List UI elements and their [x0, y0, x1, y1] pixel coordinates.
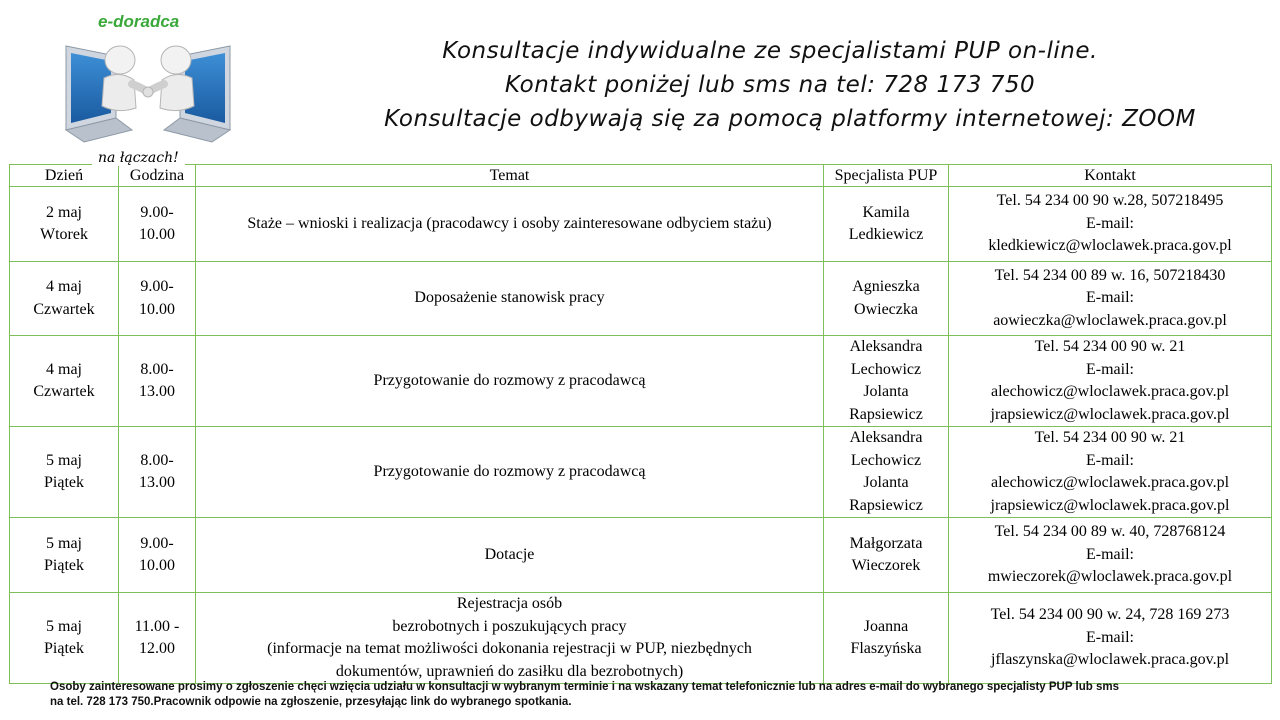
cell-contact-line[interactable]: mwieczorek@wloclawek.praca.gov.pl	[987, 568, 1233, 586]
cell-topic-line: Staże – wnioski i realizacja (pracodawcy i osoby zainteresowane odbyciem stażu)	[247, 214, 772, 232]
cell-time-line: 10.00	[139, 557, 175, 574]
cell-day-line: 5 maj	[46, 534, 82, 552]
cell-contact	[949, 262, 1272, 336]
footer-note	[50, 680, 1260, 710]
table-row	[10, 336, 1272, 427]
cell-specialist	[824, 336, 949, 427]
cell-time-line: 10.00	[139, 226, 175, 243]
cell-contact-line: Tel. 54 234 00 90 w.28, 507218495	[996, 192, 1224, 210]
cell-topic	[196, 518, 824, 593]
heading-line-3: Konsultacje odbywają się za pomocą platformy internetowej: ZOOM	[384, 106, 1196, 132]
cell-topic	[196, 187, 824, 262]
cell-specialist-line: Małgorzata	[849, 534, 923, 552]
cell-contact-line[interactable]: alechowicz@wloclawek.praca.gov.pl	[990, 383, 1230, 400]
cell-contact-line: E-mail:	[1086, 289, 1134, 307]
cell-contact	[949, 518, 1272, 593]
cell-day-line: 5 maj	[46, 451, 82, 469]
cell-topic-line: Przygotowanie do rozmowy z pracodawcą	[373, 462, 646, 480]
cell-time-line: 9.00-	[140, 534, 174, 552]
cell-contact-line: Tel. 54 234 00 89 w. 16, 507218430	[994, 266, 1226, 284]
logo-tagline: na łączach!	[92, 150, 185, 166]
cell-contact	[949, 427, 1272, 518]
cell-time-line: 8.00-	[140, 451, 174, 469]
table-row	[10, 593, 1272, 684]
handshake-laptops-icon	[62, 34, 234, 146]
cell-day-line: 2 maj	[46, 203, 82, 221]
cell-time	[119, 593, 196, 684]
cell-specialist-line: Jolanta	[863, 474, 909, 491]
cell-specialist	[824, 593, 949, 684]
cell-specialist-line: Joanna	[863, 617, 909, 635]
consultation-schedule-table	[9, 164, 1272, 684]
cell-contact-line[interactable]: alechowicz@wloclawek.praca.gov.pl	[990, 474, 1230, 491]
cell-specialist-line: Flaszyńska	[850, 640, 922, 657]
cell-topic-line: Dotacje	[484, 545, 535, 563]
cell-day-line: Piątek	[44, 640, 84, 657]
cell-topic-line: Przygotowanie do rozmowy z pracodawcą	[373, 371, 646, 389]
table-row	[10, 518, 1272, 593]
cell-specialist	[824, 262, 949, 336]
heading-line-1: Konsultacje indywidualne ze specjalistami PUP on-line.	[442, 38, 1098, 64]
cell-time-line: 9.00-	[140, 203, 174, 221]
cell-day	[10, 187, 119, 262]
cell-contact-line[interactable]: jflaszynska@wloclawek.praca.gov.pl	[990, 651, 1230, 669]
column-header-contact: Kontakt	[949, 165, 1272, 187]
cell-specialist	[824, 187, 949, 262]
cell-day	[10, 518, 119, 593]
cell-contact-line[interactable]: aowieczka@wloclawek.praca.gov.pl	[993, 311, 1227, 329]
cell-contact	[949, 336, 1272, 427]
cell-time	[119, 187, 196, 262]
cell-topic-line: dokumentów, uprawnień do zasiłku dla bezrobotnych)	[335, 662, 684, 680]
cell-topic-line: Rejestracja osób	[456, 595, 563, 612]
cell-contact-line: Tel. 54 234 00 90 w. 21	[1034, 429, 1186, 446]
cell-day	[10, 262, 119, 336]
cell-day-line: 4 maj	[46, 360, 82, 378]
cell-specialist-line: Jolanta	[863, 383, 909, 400]
cell-time	[119, 262, 196, 336]
cell-day	[10, 593, 119, 684]
cell-specialist-line: Rapsiewicz	[849, 496, 923, 514]
column-header-time: Godzina	[119, 165, 196, 187]
footer-line-2: na tel. 728 173 750.Pracownik odpowie na zgłoszenie, przesyłając link do wybranego spotkania.	[50, 696, 572, 708]
cell-time-line: 8.00-	[140, 360, 174, 378]
cell-specialist-line: Ledkiewicz	[848, 226, 924, 243]
cell-contact	[949, 187, 1272, 262]
logo-title: e-doradca	[98, 12, 180, 31]
cell-day-line: 4 maj	[46, 278, 82, 295]
cell-topic-line: Doposażenie stanowisk pracy	[414, 289, 605, 307]
cell-day-line: 5 maj	[46, 617, 82, 635]
cell-contact-line: Tel. 54 234 00 89 w. 40, 728768124	[994, 523, 1226, 541]
column-header-topic: Temat	[196, 165, 824, 187]
cell-time	[119, 427, 196, 518]
cell-time	[119, 518, 196, 593]
cell-topic	[196, 593, 824, 684]
cell-day-line: Czwartek	[33, 300, 95, 318]
cell-specialist-line: Lechowicz	[850, 451, 922, 469]
table-header-row	[10, 165, 1272, 187]
cell-day-line: Piątek	[44, 474, 84, 491]
column-header-specialist: Specjalista PUP	[824, 165, 949, 187]
cell-specialist	[824, 427, 949, 518]
table-row	[10, 427, 1272, 518]
cell-day	[10, 427, 119, 518]
cell-day-line: Wtorek	[40, 226, 88, 243]
cell-time-line: 11.00 -	[134, 617, 180, 635]
cell-contact-line: E-mail:	[1086, 360, 1134, 378]
cell-specialist-line: Lechowicz	[850, 360, 922, 378]
cell-specialist-line: Rapsiewicz	[849, 405, 923, 423]
cell-topic	[196, 336, 824, 427]
cell-time-line: 13.00	[139, 474, 175, 491]
cell-specialist-line: Aleksandra	[849, 429, 923, 446]
table-row	[10, 262, 1272, 336]
cell-time-line: 13.00	[139, 383, 175, 400]
cell-contact-line: Tel. 54 234 00 90 w. 24, 728 169 273	[990, 606, 1230, 624]
cell-contact-line: E-mail:	[1086, 545, 1134, 563]
cell-time	[119, 336, 196, 427]
cell-day-line: Czwartek	[33, 383, 95, 400]
cell-specialist-line: Aleksandra	[849, 338, 923, 355]
heading-line-2: Kontakt poniżej lub sms na tel: 728 173 750	[504, 72, 1036, 98]
page-heading	[260, 34, 1280, 136]
cell-contact-line[interactable]: jrapsiewicz@wloclawek.praca.gov.pl	[990, 496, 1230, 514]
cell-contact-line: Tel. 54 234 00 90 w. 21	[1034, 338, 1186, 355]
cell-topic	[196, 262, 824, 336]
cell-specialist-line: Owieczka	[854, 300, 918, 318]
footer-line-1: Osoby zainteresowane prosimy o zgłoszenie chęci wzięcia udziału w konsultacji w wybranym terminie i na wskazany temat telefonicznie lub na adres e-mail do wybranego specjalisty PUP lub sms	[50, 681, 1119, 693]
cell-time-line: 12.00	[139, 640, 175, 657]
cell-topic-line: bezrobotnych i poszukujących pracy	[392, 617, 627, 635]
table-row	[10, 187, 1272, 262]
column-header-day: Dzień	[10, 165, 119, 187]
cell-contact-line: E-mail:	[1086, 628, 1134, 646]
cell-contact	[949, 593, 1272, 684]
cell-topic-line: (informacje na temat możliwości dokonania rejestracji w PUP, niezbędnych	[267, 640, 752, 657]
cell-contact-line[interactable]: kledkiewicz@wloclawek.praca.gov.pl	[988, 237, 1232, 255]
cell-day-line: Piątek	[44, 557, 84, 574]
cell-time-line: 10.00	[139, 300, 175, 318]
cell-time-line: 9.00-	[140, 278, 174, 295]
cell-specialist-line: Agnieszka	[852, 278, 920, 295]
cell-specialist	[824, 518, 949, 593]
cell-topic	[196, 427, 824, 518]
cell-day	[10, 336, 119, 427]
cell-contact-line: E-mail:	[1086, 451, 1134, 469]
cell-contact-line[interactable]: jrapsiewicz@wloclawek.praca.gov.pl	[990, 405, 1230, 423]
cell-contact-line: E-mail:	[1086, 214, 1134, 232]
cell-specialist-line: Wieczorek	[851, 557, 921, 574]
cell-specialist-line: Kamila	[862, 203, 910, 221]
